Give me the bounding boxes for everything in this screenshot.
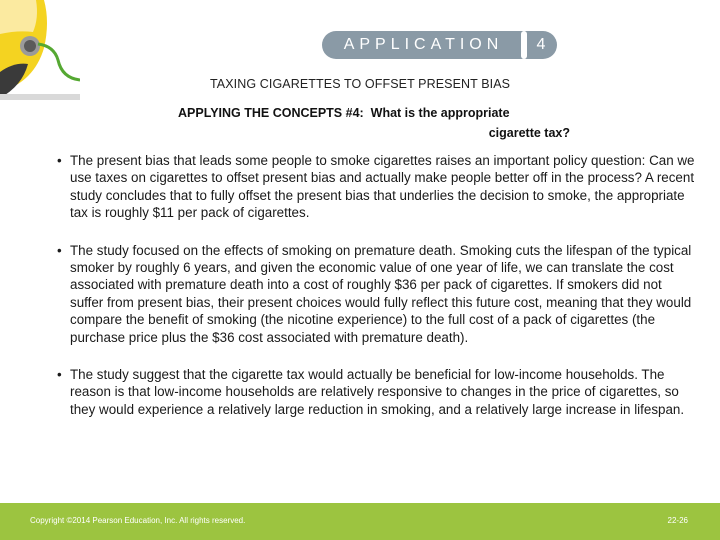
bullet-text: The present bias that leads some people to smoke cigarettes raises an important policy question: Can we use taxes on cigarettes to offset present bias and actually make people better off in the process? A recent study concludes that to fully offset the present bias that underlies the decision to smoke, the appropriate tax is roughly $11 per pack of cigarettes. (70, 153, 695, 221)
bullet-text: The study focused on the effects of smoking on premature death. Smoking cuts the lifespan of the typical smoker by roughly 6 years, and given the economic value of one year of life, we can translate the cost associated with premature death into a cost of roughly $36 per pack of cigarettes. If smokers did not suffer from present bias, their present choices would fully reflect this future cost, meaning that they would compare the benefit of smoking (the nicotine experience) to the full cost of a pack of cigarettes (the purchase price plus the $36 cost associated with premature death). (70, 242, 692, 345)
bullet-icon: • (57, 367, 62, 383)
bullet-text: The study suggest that the cigarette tax would actually be beneficial for low-income households. The reason is that low-income households are relatively responsive to changes in the price of cigarettes, so they would experience a relatively large reduction in smoking, and a relatively large increase in lifespan. (70, 367, 685, 417)
electric-car-icon (0, 0, 80, 100)
concept-heading (178, 103, 578, 143)
list-item (55, 366, 695, 418)
list-item (55, 242, 695, 346)
section-title: TAXING CIGARETTES TO OFFSET PRESENT BIAS (210, 77, 511, 91)
application-banner (322, 31, 525, 59)
application-number: 4 (525, 31, 557, 59)
bullet-list (55, 152, 695, 438)
bullet-icon: • (57, 153, 62, 168)
bullet-icon: • (57, 242, 62, 258)
application-label: APPLICATION (343, 36, 504, 53)
concept-question-line1: What is the appropriate (370, 106, 510, 120)
concept-prefix: APPLYING THE CONCEPTS #4: (178, 106, 364, 120)
footer-bar (0, 503, 720, 540)
copyright-text: Copyright ©2014 Pearson Education, Inc. All rights reserved. (30, 516, 246, 525)
page-number: 22-26 (667, 516, 688, 525)
list-item (55, 152, 695, 222)
concept-question-line2: cigarette tax? (488, 126, 570, 140)
